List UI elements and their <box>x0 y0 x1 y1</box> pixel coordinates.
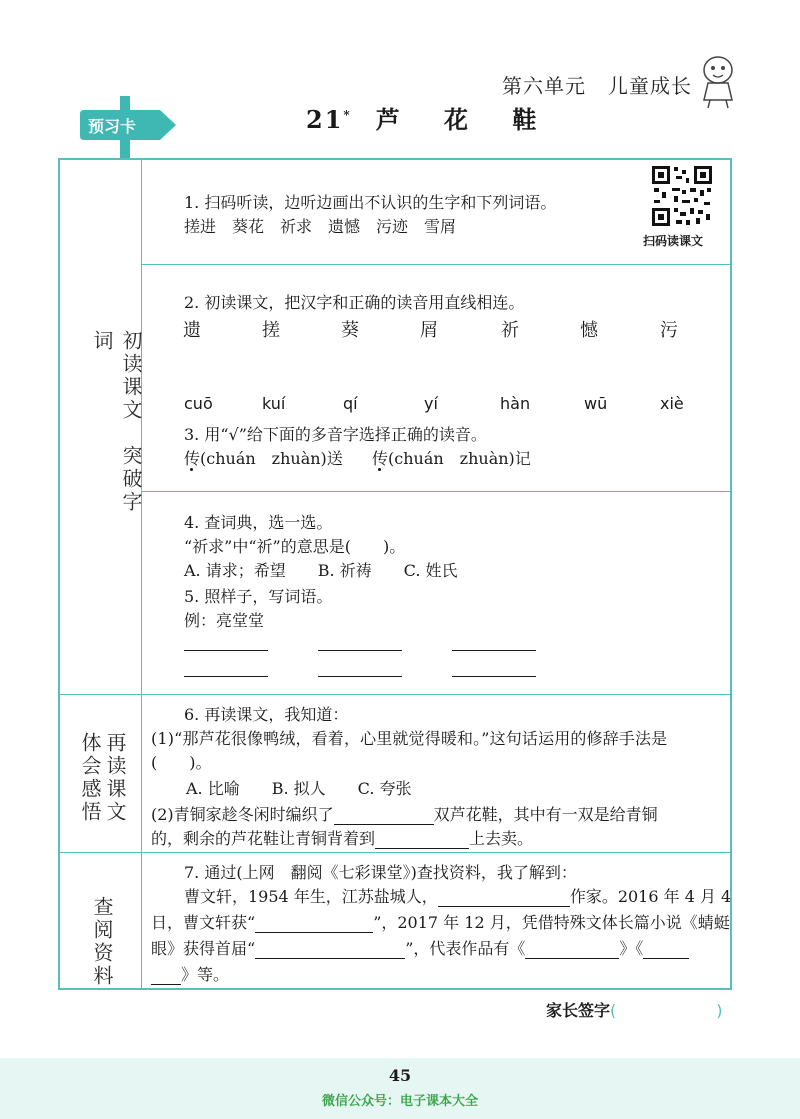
blank[interactable] <box>255 958 405 959</box>
q6-p1-line1: (1)“那芦花很像鸭绒，看着，心里就觉得暖和。”这句话运用的修辞手法是 <box>151 729 668 748</box>
qr-label: 扫码读课文 <box>643 234 704 248</box>
blank[interactable] <box>438 906 570 907</box>
q2-pinyin-item: wū <box>584 394 608 413</box>
unit-name: 第六单元 <box>502 74 586 98</box>
q3-item-2: 传(chuán zhuàn)记 <box>372 449 531 468</box>
q2-char: 污 <box>660 320 678 341</box>
q6-p1-line2: ( )。 <box>151 753 212 772</box>
lesson-mark: * <box>343 108 352 122</box>
q6-p2-b: 双芦花鞋，其中有一双是给青铜 <box>433 805 658 824</box>
section-label-2a: 再读课文 <box>103 732 127 824</box>
q3-item-1: 传(chuán zhuàn)送 <box>184 449 343 468</box>
qr-code-icon[interactable] <box>650 164 714 228</box>
blank[interactable] <box>255 932 373 933</box>
q2-char: 搓 <box>262 320 280 341</box>
blank[interactable] <box>334 824 434 825</box>
q2-char: 遗 <box>183 320 201 341</box>
q5-prompt: 5. 照样子，写词语。 <box>184 587 333 606</box>
blank[interactable] <box>375 848 469 849</box>
blank[interactable] <box>151 984 181 985</box>
q6-p2-line1 <box>151 802 658 825</box>
answer-line[interactable] <box>318 676 402 677</box>
q2-prompt: 2. 初读课文，把汉字和正确的读音用直线相连。 <box>184 293 525 312</box>
lesson-title <box>306 100 554 135</box>
q7-l3-a: 眼》获得首届“ <box>151 939 256 958</box>
q7-line3 <box>151 936 689 959</box>
paren-open: ( <box>610 1001 617 1020</box>
lesson-name: 芦 花 鞋 <box>375 105 555 134</box>
row-divider <box>141 264 732 265</box>
emphasis-dot <box>190 468 193 471</box>
unit-theme: 儿童成长 <box>608 74 692 98</box>
q7-l3-b: ”，代表作品有《 <box>405 939 526 958</box>
column-divider <box>141 158 142 990</box>
q2-pinyin-item: hàn <box>500 394 531 413</box>
q7-line2 <box>151 910 730 933</box>
section-label-2b: 体会感悟 <box>78 732 102 824</box>
mascot-icon <box>696 50 740 110</box>
q2-char: 祈 <box>501 320 519 341</box>
q6-p2-line2 <box>151 826 533 849</box>
q2-char: 屑 <box>420 320 438 341</box>
paren-close: ) <box>716 1001 723 1020</box>
row-divider <box>58 694 732 695</box>
q4-options: A. 请求；希望 B. 祈祷 C. 姓氏 <box>184 561 458 580</box>
q2-pinyin-item: cuō <box>184 394 213 413</box>
row-divider <box>58 852 732 853</box>
q7-prompt: 7. 通过(上网 翻阅《七彩课堂》)查找资料，我了解到： <box>184 863 577 882</box>
q6-p2-d: 上去卖。 <box>469 829 534 848</box>
q6-p2-c: 的，剩余的芦花鞋让青铜背着到 <box>151 829 376 848</box>
lesson-number: 21 <box>306 105 344 134</box>
q7-line1 <box>184 884 731 907</box>
q2-pinyin-item: xiè <box>660 394 684 413</box>
q1-prompt: 1. 扫码听读，边听边画出不认识的生字和下列词语。 <box>184 193 557 212</box>
page-number: 45 <box>388 1066 412 1085</box>
answer-line[interactable] <box>184 676 268 677</box>
section-label-1: 初读课文 突破字词 <box>90 330 143 514</box>
q6-prompt: 6. 再读课文，我知道： <box>184 705 349 724</box>
blank[interactable] <box>643 958 689 959</box>
q3-prompt: 3. 用“√”给下面的多音字选择正确的读音。 <box>184 425 487 444</box>
q2-char: 葵 <box>341 320 359 341</box>
parent-signature-label: 家长签字 <box>546 1001 611 1020</box>
q2-pinyin-item: qí <box>343 394 358 413</box>
answer-line[interactable] <box>452 676 536 677</box>
emphasis-dot <box>378 468 381 471</box>
q1-words: 搓进 葵花 祈求 遗憾 污迹 雪屑 <box>184 217 457 236</box>
q7-l4: 》等。 <box>181 965 230 984</box>
q6-p2-a: (2)青铜家趁冬闲时编织了 <box>151 805 334 824</box>
section-label-3: 查阅资料 <box>90 896 114 988</box>
q7-l2-a: 日，曹文轩获“ <box>151 913 256 932</box>
q7-l1-b: 作家。2016 年 4 月 4 <box>569 887 732 906</box>
blank[interactable] <box>525 958 619 959</box>
q7-l2-b: ”，2017 年 12 月，凭借特殊文体长篇小说《蜻蜓 <box>373 913 730 932</box>
q5-example: 例：亮堂堂 <box>184 611 265 630</box>
q6-p1-options: A. 比喻 B. 拟人 C. 夸张 <box>186 779 412 798</box>
wechat-watermark: 微信公众号：电子课本大全 <box>321 1094 478 1109</box>
q7-l3-c: 》《 <box>619 939 644 958</box>
row-divider <box>141 491 732 492</box>
unit-header <box>502 70 692 99</box>
q2-pinyin-item: kuí <box>262 394 286 413</box>
answer-line[interactable] <box>318 650 402 651</box>
q7-l1-a: 曹文轩，1954 年生，江苏盐城人， <box>184 887 438 906</box>
preview-tag-label: 预习卡 <box>88 117 137 136</box>
answer-line[interactable] <box>184 650 268 651</box>
q2-pinyin-item: yí <box>424 394 438 413</box>
answer-line[interactable] <box>452 650 536 651</box>
parent-signature[interactable] <box>546 998 723 1021</box>
q2-char: 憾 <box>580 320 598 341</box>
q4-prompt: 4. 查词典，选一选。 <box>184 513 333 532</box>
q4-question: “祈求”中“祈”的意思是( )。 <box>184 537 406 556</box>
q7-line4 <box>151 962 229 985</box>
